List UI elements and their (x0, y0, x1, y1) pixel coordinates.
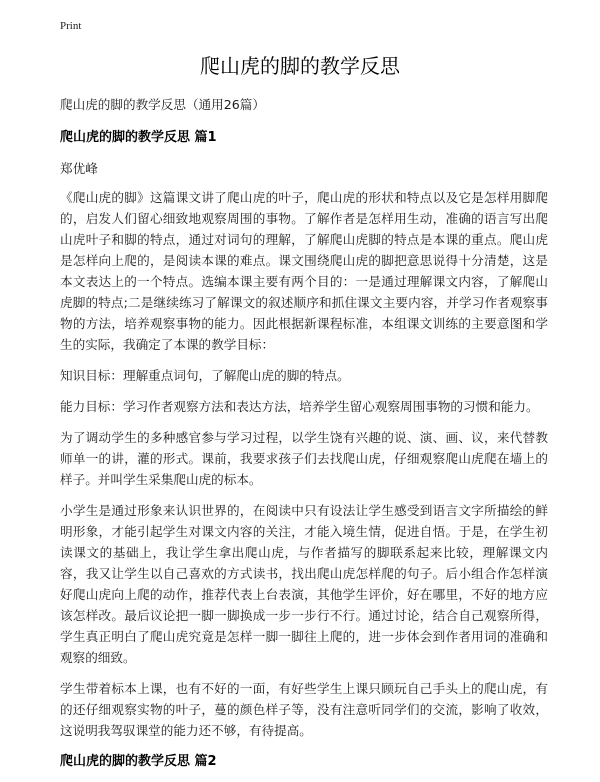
paragraph-intro: 《爬山虎的脚》这篇课文讲了爬山虎的叶子，爬山虎的形状和特点以及它是怎样用脚爬的，启发人们留心细致地观察周围的事物。了解作者是怎样用生动，准确的语言写出爬山虎叶子和脚的特点，通过对词句的理解，了解爬山虎脚的特点是本课的重点。爬山虎是怎样向上爬的，是阅读本课的难点。课文围绕爬山虎的脚把意思说得十分清楚，这是本文表达上的一个特点。选编本课主要有两个目的：一是通过理解课文内容，了解爬山虎脚的特点;二是继续练习了解课文的叙述顺序和抓住课文主要内容，并学习作者观察事物的方法，培养观察事物的能力。因此根据新课程标准，本组课文训练的主要意图和学生的实际，我确定了本课的教学目标： (60, 190, 548, 352)
page-title: 爬山虎的脚的教学反思 (200, 54, 400, 78)
author-name: 郑优峰 (60, 161, 98, 176)
paragraph-ability-goal: 能力目标：学习作者观察方法和表达方法，培养学生留心观察周围事物的习惯和能力。 (60, 399, 539, 414)
paragraph-preparation: 为了调动学生的多种感官参与学习过程，以学生饶有兴趣的说、演、画、议，来代替教师单一的讲，灌的形式。课前，我要求孩子们去找爬山虎，仔细观察爬山虎爬在墙上的样子。并叫学生采集爬山虎的标本。 (60, 430, 548, 487)
paragraph-reflection: 学生带着标本上课，也有不好的一面，有好些学生上课只顾玩自己手头上的爬山虎，有的还仔细观察实物的叶子，蔓的颜色样子等，没有注意听同学们的交流，影响了收效，这说明我驾驭课堂的能力还不够，有待提高。 (60, 681, 548, 738)
print-link[interactable]: Print (60, 20, 82, 32)
section-heading-1: 爬山虎的脚的教学反思 篇1 (60, 130, 217, 145)
article-body (60, 94, 548, 782)
paragraph-process: 小学生是通过形象来认识世界的，在阅读中只有设法让学生感受到语言文字所描绘的鲜明形象，才能引起学生对课文内容的关注，才能入境生情，促进自悟。于是，在学生初读课文的基础上，我让学生拿出爬山虎，与作者描写的脚联系起来比较，理解课文内容，我又让学生以自己喜欢的方式读书，找出爬山虎怎样爬的句子。后小组合作怎样演好爬山虎向上爬的动作，推荐代表上台表演，其他学生评价，好在哪里，不好的地方应该怎样改。最后议论把一脚一脚换成一步一步行不行。通过讨论，结合自己观察所得，学生真正明白了爬山虎究竟是怎样一脚一脚往上爬的，进一步体会到作者用词的准确和观察的细致。 (60, 503, 548, 665)
section-heading-2: 爬山虎的脚的教学反思 篇2 (60, 754, 217, 769)
paragraph-knowledge-goal: 知识目标：理解重点词句，了解爬山虎的脚的特点。 (60, 368, 350, 383)
article-subtitle: 爬山虎的脚的教学反思（通用26篇） (60, 97, 265, 112)
